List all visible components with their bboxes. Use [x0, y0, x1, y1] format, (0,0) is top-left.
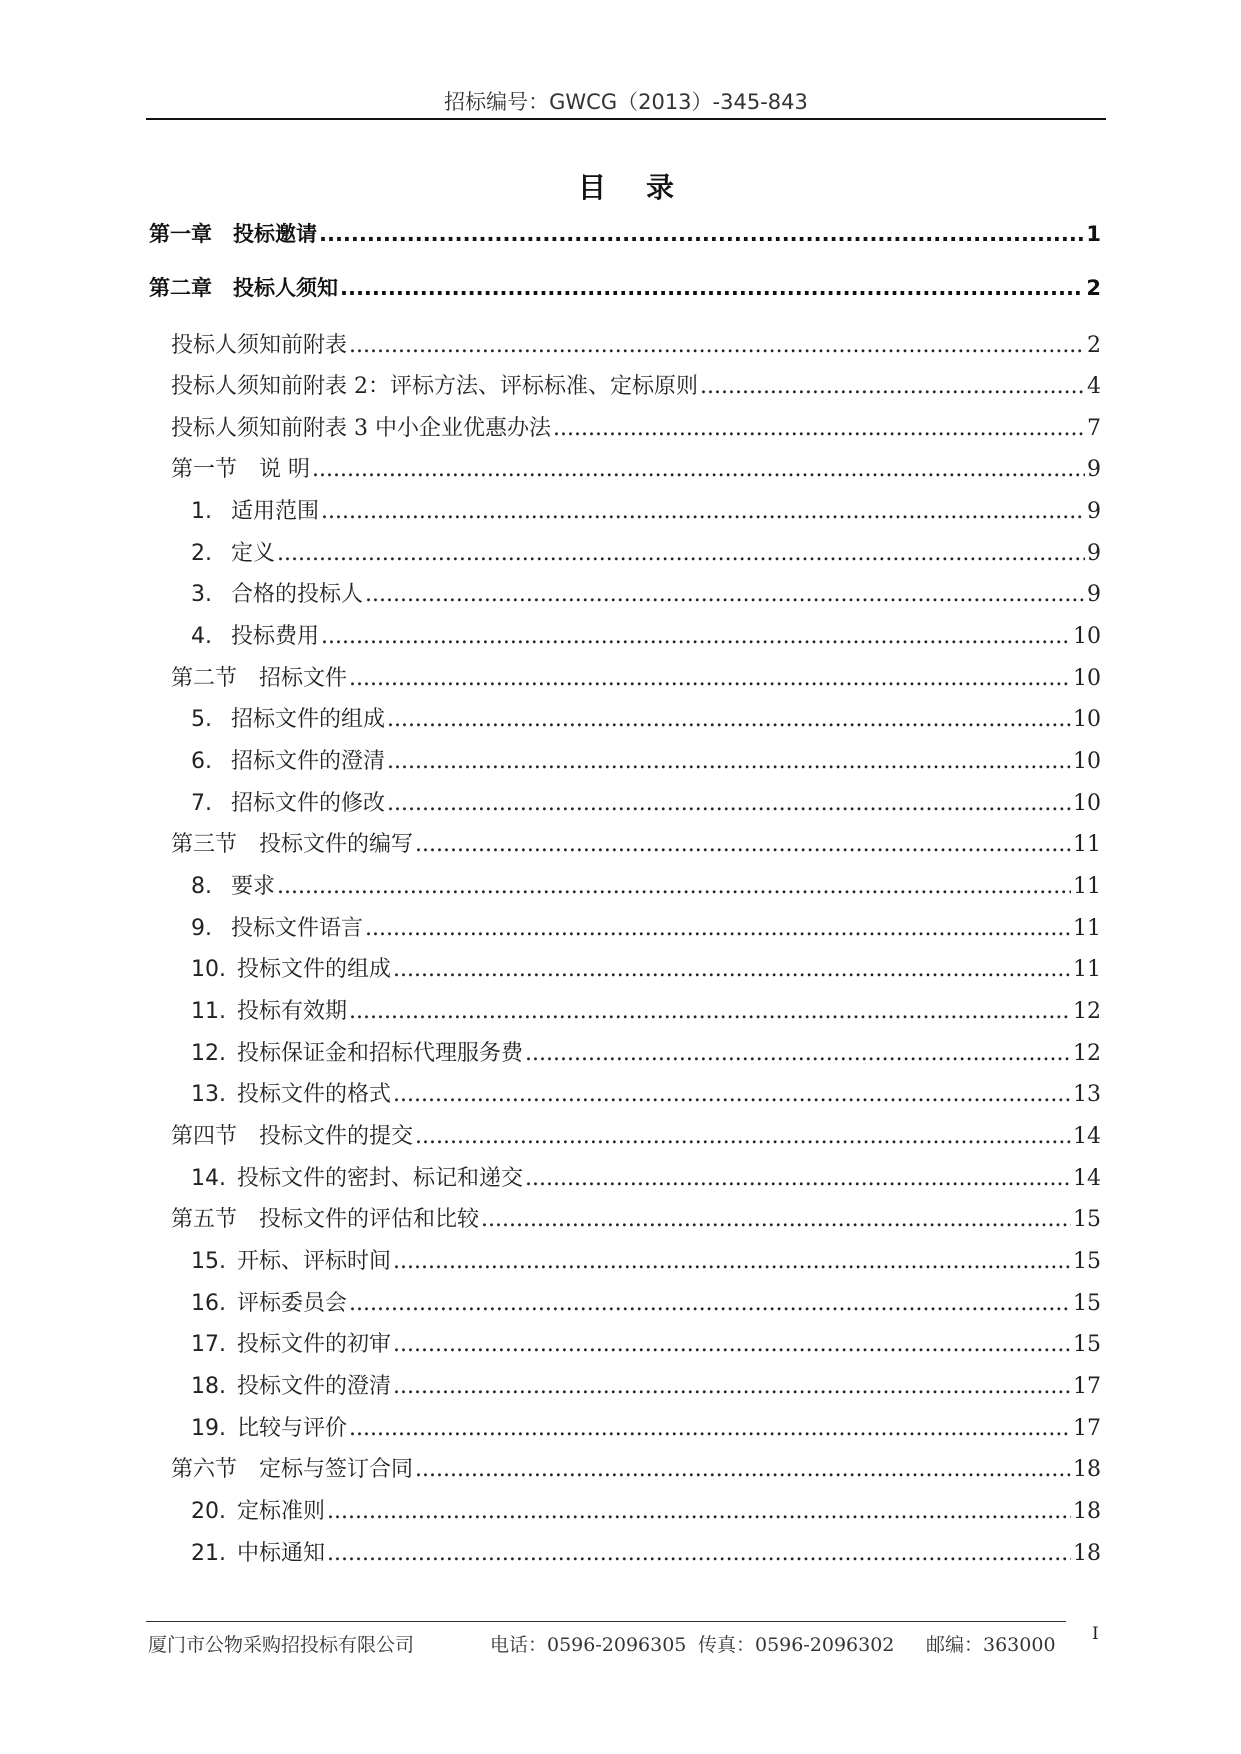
toc-entry-page: 9: [1087, 499, 1101, 524]
toc-entry-page: 18: [1073, 1541, 1101, 1566]
toc-entry[interactable]: [171, 1119, 1101, 1150]
toc-entry-label: [191, 494, 319, 525]
page-header: 招标编号：GWCG（2013）-345-843: [444, 90, 808, 114]
toc-entry-number: 14.: [191, 1166, 226, 1191]
toc-dot-leader: [393, 1374, 1071, 1399]
toc-entry-number: 7.: [191, 791, 212, 816]
toc-entry-label: [191, 619, 319, 650]
toc-entry-text: 投标文件的格式: [237, 1082, 392, 1107]
toc-entry-page: 18: [1073, 1457, 1101, 1482]
toc-entry-label: [191, 577, 363, 608]
toc-entry-number: 9.: [191, 916, 212, 941]
toc-entry-number: 4.: [191, 624, 212, 649]
toc-entry-page: 9: [1087, 457, 1101, 482]
toc-entry-number: 11.: [191, 999, 226, 1024]
toc-entry-text: 定标准则: [237, 1499, 326, 1524]
toc-entry-page: 10: [1073, 791, 1101, 816]
footer-fax: 传真：0596-2096302: [698, 1634, 895, 1656]
toc-dot-leader: [349, 333, 1085, 358]
toc-entry-text: 投标文件的组成: [237, 957, 392, 982]
toc-entry-label: [149, 218, 317, 248]
page-footer: [146, 1630, 1066, 1660]
toc-entry-text: 比较与评价: [237, 1416, 348, 1441]
toc-entry-page: 18: [1073, 1499, 1101, 1524]
toc-entry-number: 20.: [191, 1499, 226, 1524]
toc-entry[interactable]: [191, 1411, 1101, 1442]
toc-dot-leader: [415, 1457, 1071, 1482]
toc-entry-text: 投标有效期: [237, 999, 348, 1024]
toc-dot-leader: [349, 1416, 1071, 1441]
toc-dot-leader: [525, 1041, 1071, 1066]
footer-divider: [146, 1621, 1066, 1622]
toc-entry-text: 投标文件语言: [231, 916, 364, 941]
toc-dot-leader: [393, 1249, 1071, 1274]
toc-entry-page: 11: [1073, 874, 1101, 899]
toc-entry-label: [171, 827, 413, 858]
toc-entry-page: 12: [1073, 1041, 1101, 1066]
toc-dot-leader: [321, 624, 1071, 649]
footer-postcode: 邮编：363000: [926, 1634, 1056, 1656]
toc-entry-number: 17.: [191, 1332, 226, 1357]
toc-entry-label: [191, 1369, 391, 1400]
toc-entry-number: 8.: [191, 874, 212, 899]
toc-entry[interactable]: [191, 1494, 1101, 1525]
toc-entry-text: 第二节 招标文件: [171, 666, 348, 691]
toc-entry-label: [191, 1244, 391, 1275]
footer-phone: 电话：0596-2096305: [490, 1634, 687, 1656]
toc-entry-number: 2.: [191, 541, 212, 566]
toc-dot-leader: [393, 1082, 1071, 1107]
toc-entry[interactable]: [171, 1202, 1101, 1233]
toc-dot-leader: [321, 499, 1085, 524]
toc-dot-leader: [553, 416, 1085, 441]
toc-dot-leader: [327, 1541, 1071, 1566]
toc-entry[interactable]: [191, 1536, 1101, 1567]
toc-dot-leader: [312, 457, 1085, 482]
toc-dot-leader: [277, 874, 1071, 899]
toc-entry-page: 10: [1073, 666, 1101, 691]
toc-entry-page: 15: [1073, 1291, 1101, 1316]
toc-entry[interactable]: [191, 1286, 1101, 1317]
toc-dot-leader: [349, 666, 1071, 691]
toc-entry-page: 17: [1073, 1416, 1101, 1441]
toc-dot-leader: [387, 749, 1071, 774]
toc-entry[interactable]: [191, 494, 1101, 525]
toc-entry-label: [191, 786, 385, 817]
toc-entry[interactable]: [191, 1036, 1101, 1067]
toc-entry[interactable]: [191, 702, 1101, 733]
toc-entry[interactable]: [191, 1244, 1101, 1275]
toc-entry[interactable]: [171, 369, 1101, 400]
toc-entry-page: 15: [1073, 1207, 1101, 1232]
toc-entry-label: [191, 1286, 347, 1317]
toc-entry-page: 11: [1073, 916, 1101, 941]
toc-entry-page: 4: [1087, 374, 1101, 399]
toc-entry-page: 13: [1073, 1082, 1101, 1107]
toc-entry-page: 11: [1073, 957, 1101, 982]
toc-entry-label: [191, 1327, 391, 1358]
toc-entry-number: 10.: [191, 957, 226, 982]
toc-entry-text: 开标、评标时间: [237, 1249, 392, 1274]
toc-entry-label: [171, 411, 551, 442]
toc-entry-text: 适用范围: [231, 499, 320, 524]
toc-entry-page: 11: [1073, 832, 1101, 857]
toc-entry[interactable]: [191, 1327, 1101, 1358]
toc-entry-page: 1: [1086, 222, 1101, 246]
toc-entry[interactable]: [171, 1452, 1101, 1483]
toc-entry-number: 19.: [191, 1416, 226, 1441]
toc-entry-label: [191, 702, 385, 733]
footer-company: 厦门市公物采购招投标有限公司: [148, 1634, 415, 1656]
toc-entry-text: 招标文件的组成: [231, 707, 386, 732]
toc-entry-page: 10: [1073, 749, 1101, 774]
toc-entry-page: 2: [1087, 333, 1101, 358]
toc-entry-text: 投标人须知前附表 3 中小企业优惠办法: [171, 416, 551, 441]
page-number: I: [1092, 1624, 1099, 1644]
toc-dot-leader: [415, 832, 1071, 857]
toc-entry-text: 中标通知: [237, 1541, 326, 1566]
toc-entry[interactable]: [149, 272, 1101, 302]
toc-entry-label: [171, 1452, 413, 1483]
toc-entry-label: [191, 869, 275, 900]
toc-entry-text: 投标文件的澄清: [237, 1374, 392, 1399]
toc-entry-number: 18.: [191, 1374, 226, 1399]
toc-entry-text: 投标人须知前附表 2：评标方法、评标标准、定标原则: [171, 374, 698, 399]
toc-entry-number: 5.: [191, 707, 212, 732]
toc-entry-number: 15.: [191, 1249, 226, 1274]
toc-entry-page: 7: [1087, 416, 1101, 441]
toc-entry[interactable]: [191, 619, 1101, 650]
toc-entry-number: 12.: [191, 1041, 226, 1066]
toc-entry-text: 投标费用: [231, 624, 320, 649]
toc-entry-page: 15: [1073, 1332, 1101, 1357]
toc-entry-text: 投标文件的密封、标记和递交: [237, 1166, 524, 1191]
toc-entry-label: [171, 661, 347, 692]
toc-entry-text: 招标文件的修改: [231, 791, 386, 816]
toc-dot-leader: [387, 707, 1071, 732]
toc-entry-text: 第一章 投标邀请: [149, 222, 317, 246]
toc-entry-number: 1.: [191, 499, 212, 524]
toc-entry-label: [191, 1536, 325, 1567]
toc-entry-label: [191, 1077, 391, 1108]
toc-dot-leader: [365, 582, 1085, 607]
toc-dot-leader: [340, 276, 1084, 300]
toc-entry-label: [171, 369, 698, 400]
toc-entry-label: [191, 1036, 523, 1067]
toc-entry-label: [191, 1494, 325, 1525]
toc-entry-text: 第三节 投标文件的编写: [171, 832, 414, 857]
toc-entry-number: 21.: [191, 1541, 226, 1566]
toc-entry-label: [191, 1161, 523, 1192]
toc-entry[interactable]: [191, 536, 1101, 567]
toc-dot-leader: [525, 1166, 1071, 1191]
toc-entry-number: 13.: [191, 1082, 226, 1107]
toc-entry[interactable]: [191, 994, 1101, 1025]
toc-entry-page: 9: [1087, 582, 1101, 607]
toc-entry[interactable]: [191, 1161, 1101, 1192]
toc-entry-label: [191, 952, 391, 983]
toc-entry-page: 14: [1073, 1124, 1101, 1149]
toc-entry[interactable]: [191, 786, 1101, 817]
toc-entry[interactable]: [171, 411, 1101, 442]
toc-entry-number: 6.: [191, 749, 212, 774]
toc-entry-label: [191, 536, 275, 567]
toc-entry-label: [149, 272, 338, 302]
toc-entry-text: 招标文件的澄清: [231, 749, 386, 774]
toc-entry-page: 2: [1086, 276, 1101, 300]
toc-entry[interactable]: [191, 1077, 1101, 1108]
toc-entry[interactable]: [171, 328, 1101, 359]
toc-entry-text: 投标人须知前附表: [171, 333, 348, 358]
toc-entry-label: [171, 1202, 479, 1233]
toc-entry-text: 第二章 投标人须知: [149, 276, 338, 300]
toc-entry-number: 16.: [191, 1291, 226, 1316]
toc-entry-page: 12: [1073, 999, 1101, 1024]
toc-dot-leader: [393, 957, 1071, 982]
toc-entry-page: 15: [1073, 1249, 1101, 1274]
toc-entry-text: 投标保证金和招标代理服务费: [237, 1041, 524, 1066]
toc-entry-label: [171, 328, 347, 359]
toc-dot-leader: [700, 374, 1085, 399]
toc-entry-text: 定义: [231, 541, 276, 566]
toc-entry-page: 17: [1073, 1374, 1101, 1399]
toc-entry-text: 第六节 定标与签订合同: [171, 1457, 414, 1482]
toc-entry-label: [191, 1411, 347, 1442]
toc-entry-text: 要求: [231, 874, 276, 899]
toc-dot-leader: [277, 541, 1085, 566]
toc-entry[interactable]: [149, 218, 1101, 248]
toc-entry[interactable]: [191, 577, 1101, 608]
toc-entry-label: [171, 1119, 413, 1150]
toc-entry-page: 14: [1073, 1166, 1101, 1191]
toc-entry-page: 10: [1073, 624, 1101, 649]
toc-dot-leader: [319, 222, 1084, 246]
toc-entry-text: 第四节 投标文件的提交: [171, 1124, 414, 1149]
toc-entry-text: 合格的投标人: [231, 582, 364, 607]
toc-entry[interactable]: [171, 452, 1101, 483]
toc-entry-text: 第一节 说 明: [171, 457, 310, 482]
toc-dot-leader: [481, 1207, 1071, 1232]
toc-entry[interactable]: [191, 869, 1101, 900]
toc-entry-label: [171, 452, 310, 483]
toc-dot-leader: [365, 916, 1071, 941]
toc-entry[interactable]: [191, 744, 1101, 775]
toc-entry-text: 评标委员会: [237, 1291, 348, 1316]
toc-entry-number: 3.: [191, 582, 212, 607]
toc-dot-leader: [387, 791, 1071, 816]
toc-dot-leader: [393, 1332, 1071, 1357]
toc-entry-page: 10: [1073, 707, 1101, 732]
toc-dot-leader: [415, 1124, 1071, 1149]
toc-dot-leader: [327, 1499, 1071, 1524]
toc-entry-page: 9: [1087, 541, 1101, 566]
toc-entry[interactable]: [191, 911, 1101, 942]
toc-title: 目录: [577, 171, 714, 204]
toc-entry-label: [191, 744, 385, 775]
toc-entry-label: [191, 911, 363, 942]
toc-entry[interactable]: [191, 1369, 1101, 1400]
toc-entry[interactable]: [191, 952, 1101, 983]
toc-entry-text: 投标文件的初审: [237, 1332, 392, 1357]
toc-entry-text: 第五节 投标文件的评估和比较: [171, 1207, 480, 1232]
toc-dot-leader: [349, 999, 1071, 1024]
toc-entry[interactable]: [171, 661, 1101, 692]
toc-entry[interactable]: [171, 827, 1101, 858]
toc-entry-label: [191, 994, 347, 1025]
toc-dot-leader: [349, 1291, 1071, 1316]
